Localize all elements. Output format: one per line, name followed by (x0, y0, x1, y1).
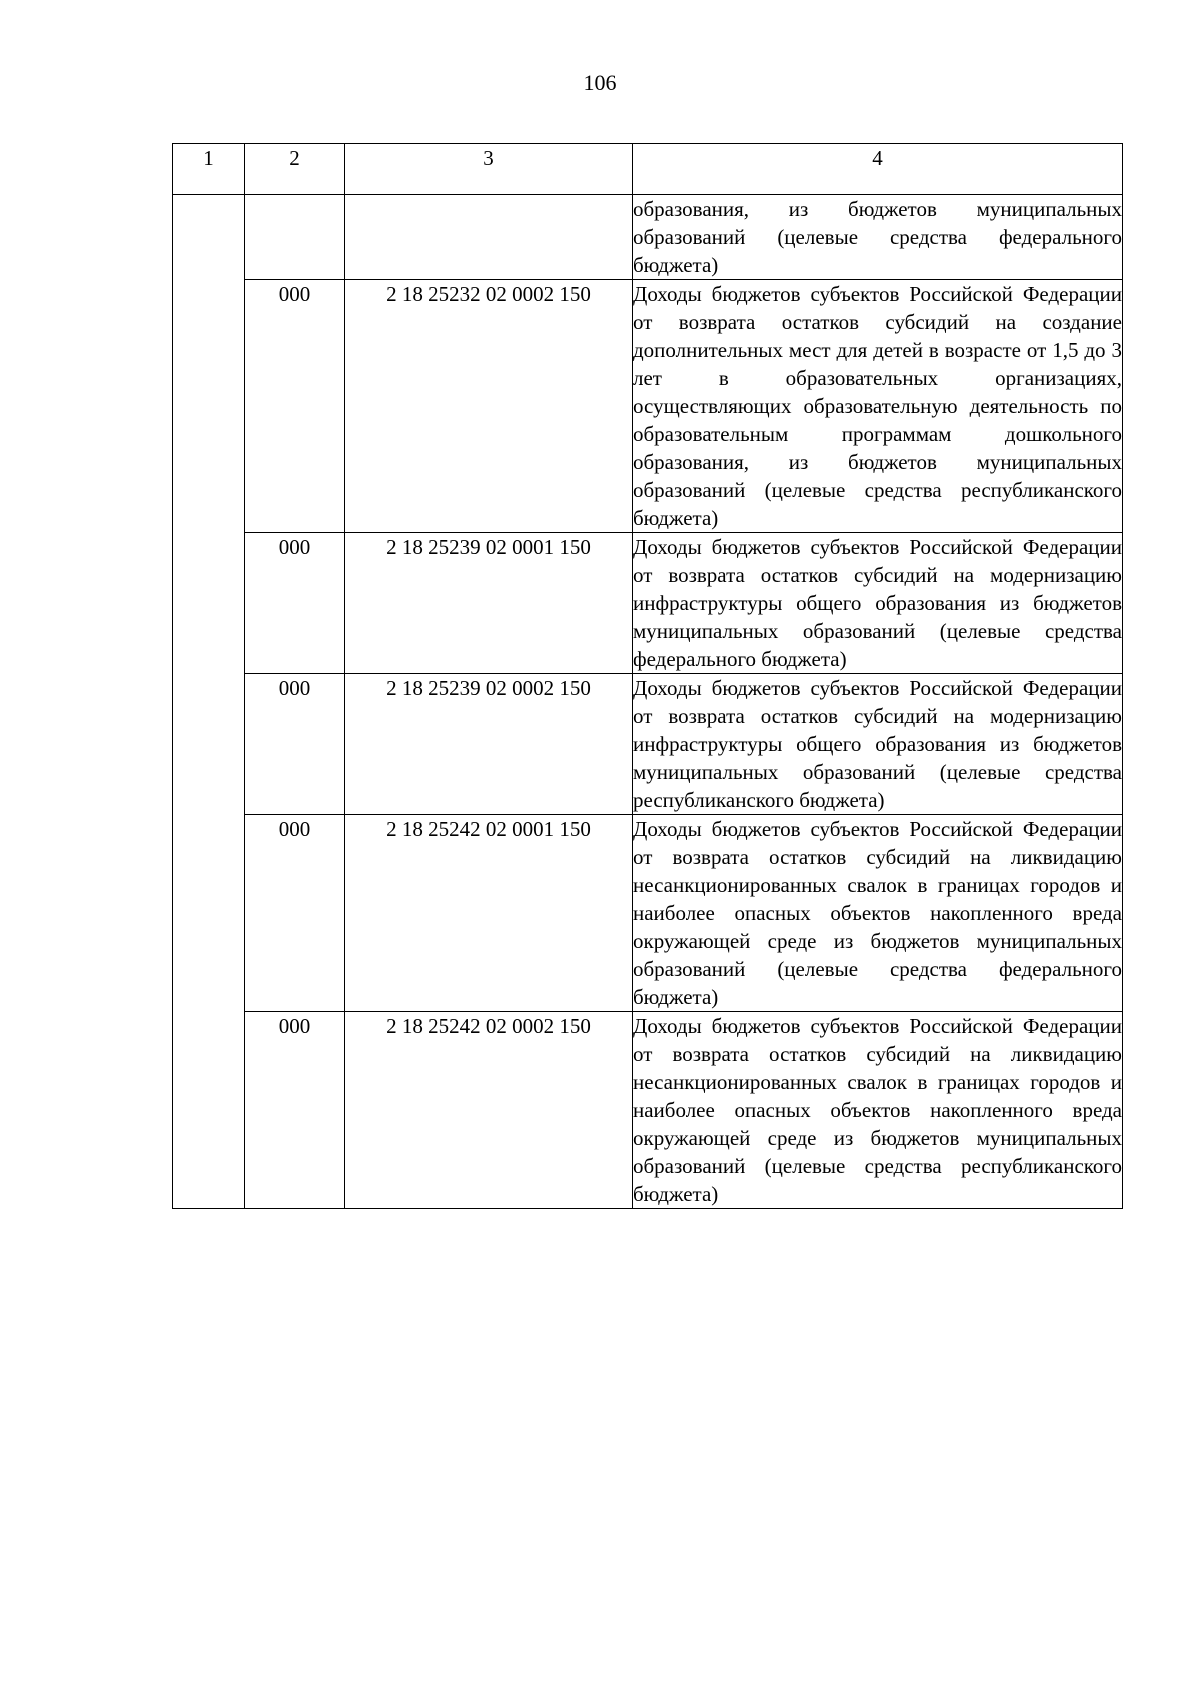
header-col-1: 1 (173, 144, 245, 195)
admin-code: 000 (245, 1012, 345, 1209)
admin-code: 000 (245, 674, 345, 815)
row-description: Доходы бюджетов субъектов Российской Федерации от возврата остатков субсидий на модернизацию инфраструктуры общего образования из бюджетов муниципальных образований (целевые средства федерального бюджета) (633, 533, 1123, 674)
table-row (173, 280, 1123, 533)
header-col-3: 3 (345, 144, 633, 195)
admin-code: 000 (245, 280, 345, 533)
budget-code: 2 18 25242 02 0001 150 (345, 815, 633, 1012)
table-row (173, 815, 1123, 1012)
budget-code: 2 18 25239 02 0002 150 (345, 674, 633, 815)
budget-code: 2 18 25242 02 0002 150 (345, 1012, 633, 1209)
table-row (173, 533, 1123, 674)
continued-description: образования, из бюджетов муниципальных образований (целевые средства федерального бюджета) (633, 195, 1123, 280)
col1-merged-cell (173, 195, 245, 1209)
empty-cell (345, 195, 633, 280)
row-description: Доходы бюджетов субъектов Российской Федерации от возврата остатков субсидий на ликвидацию несанкционированных свалок в границах городов и наиболее опасных объектов накопленного вреда окружающей среде из бюджетов муниципальных образований (целевые средства республиканского бюджета) (633, 1012, 1123, 1209)
admin-code: 000 (245, 533, 345, 674)
row-description: Доходы бюджетов субъектов Российской Федерации от возврата остатков субсидий на модернизацию инфраструктуры общего образования из бюджетов муниципальных образований (целевые средства республиканского бюджета) (633, 674, 1123, 815)
page-number: 106 (583, 70, 617, 95)
budget-code: 2 18 25239 02 0001 150 (345, 533, 633, 674)
row-description: Доходы бюджетов субъектов Российской Федерации от возврата остатков субсидий на ликвидацию несанкционированных свалок в границах городов и наиболее опасных объектов накопленного вреда окружающей среде из бюджетов муниципальных образований (целевые средства федерального бюджета) (633, 815, 1123, 1012)
header-row (173, 144, 1123, 195)
admin-code: 000 (245, 815, 345, 1012)
table-row (173, 1012, 1123, 1209)
header-col-2: 2 (245, 144, 345, 195)
table-row (173, 674, 1123, 815)
revenue-codes-table (172, 143, 1123, 1209)
table-row-continued (173, 195, 1123, 280)
budget-code: 2 18 25232 02 0002 150 (345, 280, 633, 533)
header-col-4: 4 (633, 144, 1123, 195)
empty-cell (245, 195, 345, 280)
row-description: Доходы бюджетов субъектов Российской Федерации от возврата остатков субсидий на создание дополнительных мест для детей в возрасте от 1,5 до 3 лет в образовательных организациях, осуществляющих образовательную деятельность по образовательным программам дошкольного образования, из бюджетов муниципальных образований (целевые средства республиканского бюджета) (633, 280, 1123, 533)
